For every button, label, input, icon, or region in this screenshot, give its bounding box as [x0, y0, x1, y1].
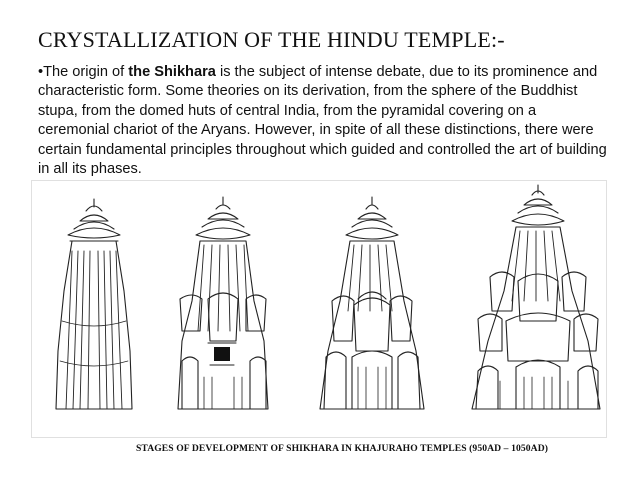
sketches-svg	[32, 181, 608, 439]
body-paragraph	[38, 63, 610, 179]
slide-title: CRYSTALLIZATION OF THE HINDU TEMPLE:-	[38, 27, 505, 52]
shikhara-stage-4-sketch	[472, 185, 600, 409]
body-rest-text: is the subject of intense debate, due to its prominence and characteristic form. Some theories on its derivation, from the sphere of the Buddhist stupa, from the domed huts of central India, from the pyramidal covering on a ceremonial chariot of the Aryans. However, in spite of all these distinctions, there were certain fundamental principles throughout which guided and controlled the art of building in all its phases.	[38, 64, 607, 178]
temple-sketches-figure	[31, 180, 607, 438]
body-bold-term: the Shikhara	[128, 64, 216, 80]
shikhara-stage-2-sketch	[178, 197, 268, 409]
figure-caption: STAGES OF DEVELOPMENT OF SHIKHARA IN KHAJURAHO TEMPLES (950AD – 1050AD)	[135, 443, 549, 454]
shikhara-stage-1-sketch	[56, 199, 132, 409]
bullet-glyph: •	[38, 64, 44, 80]
shikhara-stage-3-sketch	[320, 197, 424, 409]
body-lead-text: The origin of	[43, 64, 129, 80]
